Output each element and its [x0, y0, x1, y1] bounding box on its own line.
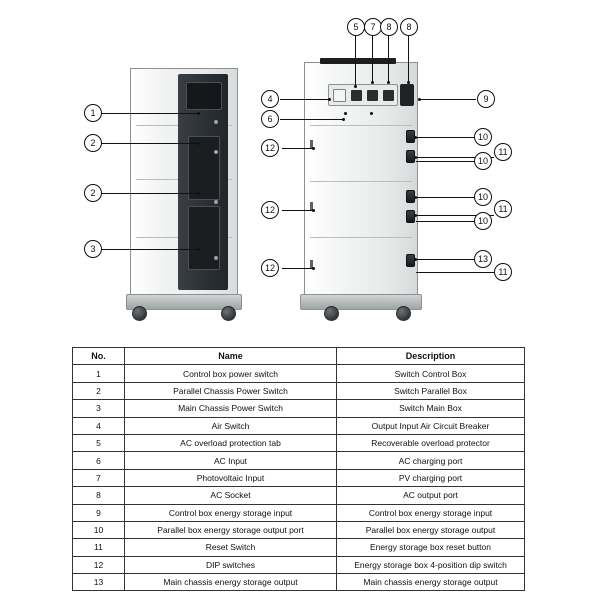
- leader-line-13: [416, 259, 474, 260]
- cell-description: Main chassis energy storage output: [337, 574, 525, 591]
- table-row: [73, 365, 525, 382]
- table-row: [73, 434, 525, 451]
- callout-8b[interactable]: 8: [400, 18, 418, 36]
- cell-name: AC overload protection tab: [125, 434, 337, 451]
- header-name: Name: [125, 348, 337, 365]
- leader-dot: [414, 196, 417, 199]
- ac-overload-protection-tab-2[interactable]: [370, 112, 373, 115]
- caster-wheel: [324, 306, 339, 321]
- table-row: [73, 469, 525, 486]
- callout-10c[interactable]: 10: [474, 188, 492, 206]
- table-header-row: [73, 348, 525, 365]
- callout-8a[interactable]: 8: [380, 18, 398, 36]
- control-box-power-switch[interactable]: [214, 120, 218, 124]
- callout-13[interactable]: 13: [474, 250, 492, 268]
- leader-line-2b: [101, 193, 199, 194]
- cell-name: Parallel box energy storage output port: [125, 521, 337, 538]
- cell-name: DIP switches: [125, 556, 337, 573]
- top-vent: [320, 58, 396, 64]
- table-row: [73, 556, 525, 573]
- cabinet-seam: [310, 125, 412, 126]
- leader-dot: [312, 267, 315, 270]
- cell-description: AC output port: [337, 487, 525, 504]
- leader-line-9: [418, 99, 476, 100]
- callout-11c[interactable]: 11: [494, 263, 512, 281]
- air-switch[interactable]: [333, 89, 346, 102]
- callout-5[interactable]: 5: [347, 18, 365, 36]
- cell-name: Air Switch: [125, 417, 337, 434]
- cell-description: Output Input Air Circuit Breaker: [337, 417, 525, 434]
- cell-name: Main chassis energy storage output: [125, 574, 337, 591]
- callout-2-upper[interactable]: 2: [84, 134, 102, 152]
- leader-dot: [418, 98, 421, 101]
- table-row: [73, 521, 525, 538]
- callout-10d[interactable]: 10: [474, 212, 492, 230]
- cell-name: Reset Switch: [125, 539, 337, 556]
- leader-dot: [387, 81, 390, 84]
- caster-wheel: [396, 306, 411, 321]
- cell-name: Control box power switch: [125, 365, 337, 382]
- panel-slot-upper: [188, 136, 220, 200]
- main-chassis-power-switch[interactable]: [214, 256, 218, 260]
- leader-dot: [312, 147, 315, 150]
- callout-12a[interactable]: 12: [261, 139, 279, 157]
- leader-line-12a: [282, 148, 314, 149]
- leader-line-10b: [416, 161, 474, 162]
- cell-no: 7: [73, 469, 125, 486]
- leader-dot: [342, 118, 345, 121]
- cell-no: 3: [73, 400, 125, 417]
- callout-1[interactable]: 1: [84, 104, 102, 122]
- cell-description: Parallel box energy storage output: [337, 521, 525, 538]
- callout-12c[interactable]: 12: [261, 259, 279, 277]
- header-no: No.: [73, 348, 125, 365]
- leader-line-3: [101, 249, 199, 250]
- leader-line-12c: [282, 268, 314, 269]
- callout-11a[interactable]: 11: [494, 143, 512, 161]
- cell-description: Energy storage box 4-position dip switch: [337, 556, 525, 573]
- leader-dot: [371, 81, 374, 84]
- leader-dot: [414, 214, 417, 217]
- table-row: [73, 452, 525, 469]
- leader-dot: [197, 142, 200, 145]
- cell-no: 8: [73, 487, 125, 504]
- leader-line-2a: [101, 143, 199, 144]
- cell-no: 10: [73, 521, 125, 538]
- cell-description: Switch Parallel Box: [337, 382, 525, 399]
- callout-7[interactable]: 7: [364, 18, 382, 36]
- cabinet-seam: [310, 181, 412, 182]
- caster-wheel: [132, 306, 147, 321]
- cell-description: Switch Main Box: [337, 400, 525, 417]
- cell-name: Parallel Chassis Power Switch: [125, 382, 337, 399]
- table-row: [73, 539, 525, 556]
- cell-no: 12: [73, 556, 125, 573]
- leader-dot: [197, 192, 200, 195]
- cell-description: Energy storage box reset button: [337, 539, 525, 556]
- leader-line-6: [280, 119, 344, 120]
- leader-line-5: [355, 36, 356, 86]
- callout-4[interactable]: 4: [261, 90, 279, 108]
- table-row: [73, 417, 525, 434]
- table-row: [73, 574, 525, 591]
- leader-line-11c: [416, 272, 494, 273]
- leader-dot: [197, 112, 200, 115]
- leader-line-10a: [416, 137, 474, 138]
- cell-name: AC Input: [125, 452, 337, 469]
- leader-line-8b: [408, 36, 409, 82]
- legend-table-wrapper: [72, 347, 524, 591]
- cabinet-seam: [310, 237, 412, 238]
- callout-6[interactable]: 6: [261, 110, 279, 128]
- leader-dot: [414, 136, 417, 139]
- cell-no: 6: [73, 452, 125, 469]
- cell-no: 2: [73, 382, 125, 399]
- leader-dot: [328, 98, 331, 101]
- table-row: [73, 487, 525, 504]
- header-description: Description: [337, 348, 525, 365]
- leader-dot: [354, 85, 357, 88]
- cell-no: 1: [73, 365, 125, 382]
- front-view-unit: [126, 68, 242, 308]
- leader-line-8a: [388, 36, 389, 82]
- cell-name: Control box energy storage input: [125, 504, 337, 521]
- ac-input-port[interactable]: [351, 90, 362, 101]
- cell-name: Photovoltaic Input: [125, 469, 337, 486]
- cell-description: Control box energy storage input: [337, 504, 525, 521]
- cell-no: 4: [73, 417, 125, 434]
- callout-12b[interactable]: 12: [261, 201, 279, 219]
- legend-table: [72, 347, 525, 591]
- leader-dot: [407, 81, 410, 84]
- table-row: [73, 400, 525, 417]
- leader-dot: [414, 258, 417, 261]
- leader-line-7: [372, 36, 373, 82]
- cell-no: 5: [73, 434, 125, 451]
- parallel-chassis-power-switch-lower[interactable]: [214, 200, 218, 204]
- ac-socket-secondary[interactable]: [400, 84, 414, 106]
- display-screen: [186, 82, 222, 110]
- ac-overload-protection-tab[interactable]: [344, 112, 347, 115]
- leader-dot: [312, 209, 315, 212]
- leader-line-4: [280, 99, 330, 100]
- cell-no: 9: [73, 504, 125, 521]
- cell-no: 11: [73, 539, 125, 556]
- parallel-chassis-power-switch-upper[interactable]: [214, 150, 218, 154]
- table-row: [73, 504, 525, 521]
- leader-line-10c: [416, 197, 474, 198]
- cell-description: AC charging port: [337, 452, 525, 469]
- leader-dot: [197, 248, 200, 251]
- callout-10a[interactable]: 10: [474, 128, 492, 146]
- cell-no: 13: [73, 574, 125, 591]
- cell-description: PV charging port: [337, 469, 525, 486]
- caster-wheel: [221, 306, 236, 321]
- table-row: [73, 382, 525, 399]
- cell-description: Switch Control Box: [337, 365, 525, 382]
- photovoltaic-input-port[interactable]: [367, 90, 378, 101]
- cell-description: Recoverable overload protector: [337, 434, 525, 451]
- cell-name: AC Socket: [125, 487, 337, 504]
- panel-slot-lower: [188, 206, 220, 270]
- cell-name: Main Chassis Power Switch: [125, 400, 337, 417]
- ac-socket[interactable]: [383, 90, 394, 101]
- callout-11b[interactable]: 11: [494, 200, 512, 218]
- leader-dot: [414, 156, 417, 159]
- leader-line-10d: [416, 221, 474, 222]
- io-panel: [328, 84, 398, 106]
- callout-3[interactable]: 3: [84, 240, 102, 258]
- callout-10b[interactable]: 10: [474, 152, 492, 170]
- leader-line-1: [101, 113, 199, 114]
- leader-line-12b: [282, 210, 314, 211]
- callout-9[interactable]: 9: [477, 90, 495, 108]
- front-control-panel: [178, 74, 228, 290]
- callout-2-lower[interactable]: 2: [84, 184, 102, 202]
